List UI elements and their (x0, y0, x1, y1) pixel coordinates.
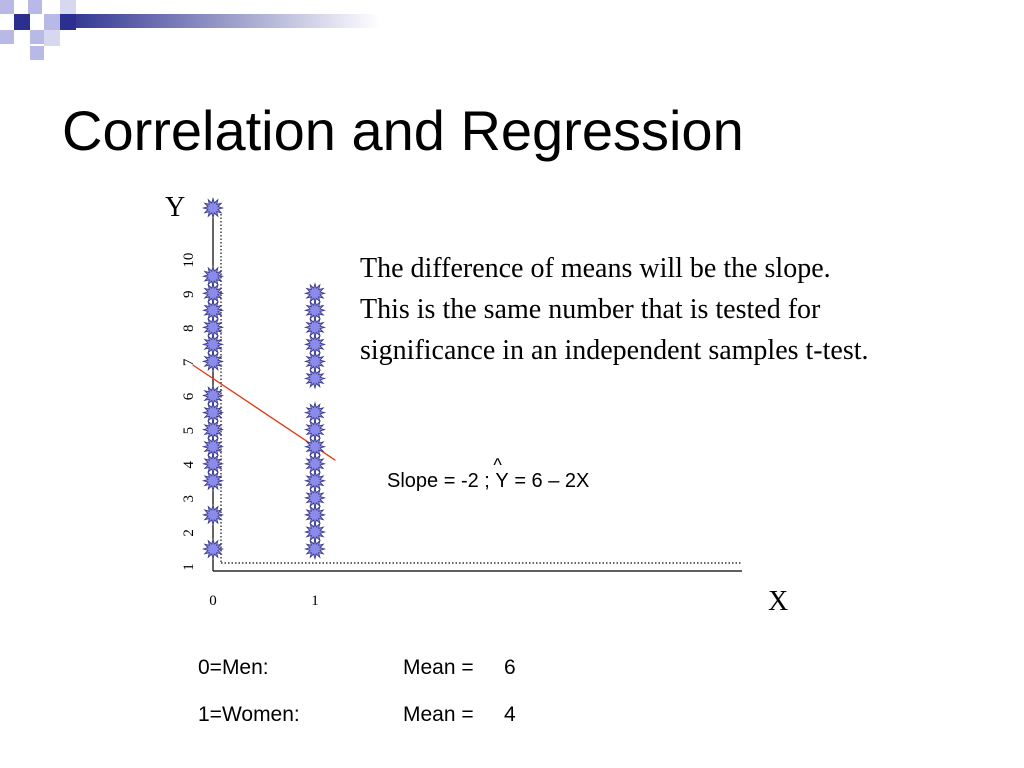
data-point (204, 505, 223, 524)
annotation-line: significance in an independent samples t-test. (360, 335, 869, 366)
x-tick-label: 0 (209, 593, 217, 609)
x-tick-labels (209, 593, 319, 609)
y-hat (493, 455, 509, 493)
y-tick-label: 8 (181, 324, 197, 333)
y-tick-label: 3 (181, 495, 197, 503)
y-axis-label: Y (165, 192, 186, 223)
y-tick-label: 7 (181, 358, 197, 367)
y-tick-label: 2 (181, 529, 197, 537)
y-hat-symbol: Y (495, 470, 509, 492)
y-tick-label: 9 (181, 290, 197, 298)
y-tick-label: 1 (181, 563, 197, 571)
data-point (204, 386, 223, 405)
x-tick-label: 1 (311, 593, 319, 609)
data-point (204, 199, 223, 218)
data-point (204, 267, 223, 286)
mean-value: 6 (504, 656, 516, 679)
annotation-line: This is the same number that is tested for (360, 294, 821, 325)
data-point (306, 403, 325, 422)
y-tick-label: 4 (181, 460, 197, 469)
regression-equation (387, 455, 590, 493)
group-label: 1=Women: (198, 703, 300, 726)
y-tick-label: 10 (181, 252, 197, 268)
y-tick-labels (181, 253, 197, 571)
slope-explanation (360, 248, 1000, 371)
y-tick-label: 6 (181, 392, 197, 401)
slide-title: Correlation and Regression (62, 99, 744, 162)
mean-label: Mean = (403, 656, 474, 679)
equation-rhs: = 6 – 2X (514, 470, 590, 492)
hat-mark: ^ (493, 455, 502, 475)
group-label: 0=Men: (198, 656, 269, 679)
y-tick-label: 5 (181, 426, 197, 435)
data-point (204, 540, 223, 559)
slope-text: Slope = -2 ; (387, 470, 490, 492)
mean-value: 4 (504, 703, 516, 726)
mean-label: Mean = (403, 703, 474, 726)
data-point (306, 284, 325, 303)
annotation-line: The difference of means will be the slope. (360, 253, 831, 284)
x-axis-label: X (768, 586, 789, 617)
